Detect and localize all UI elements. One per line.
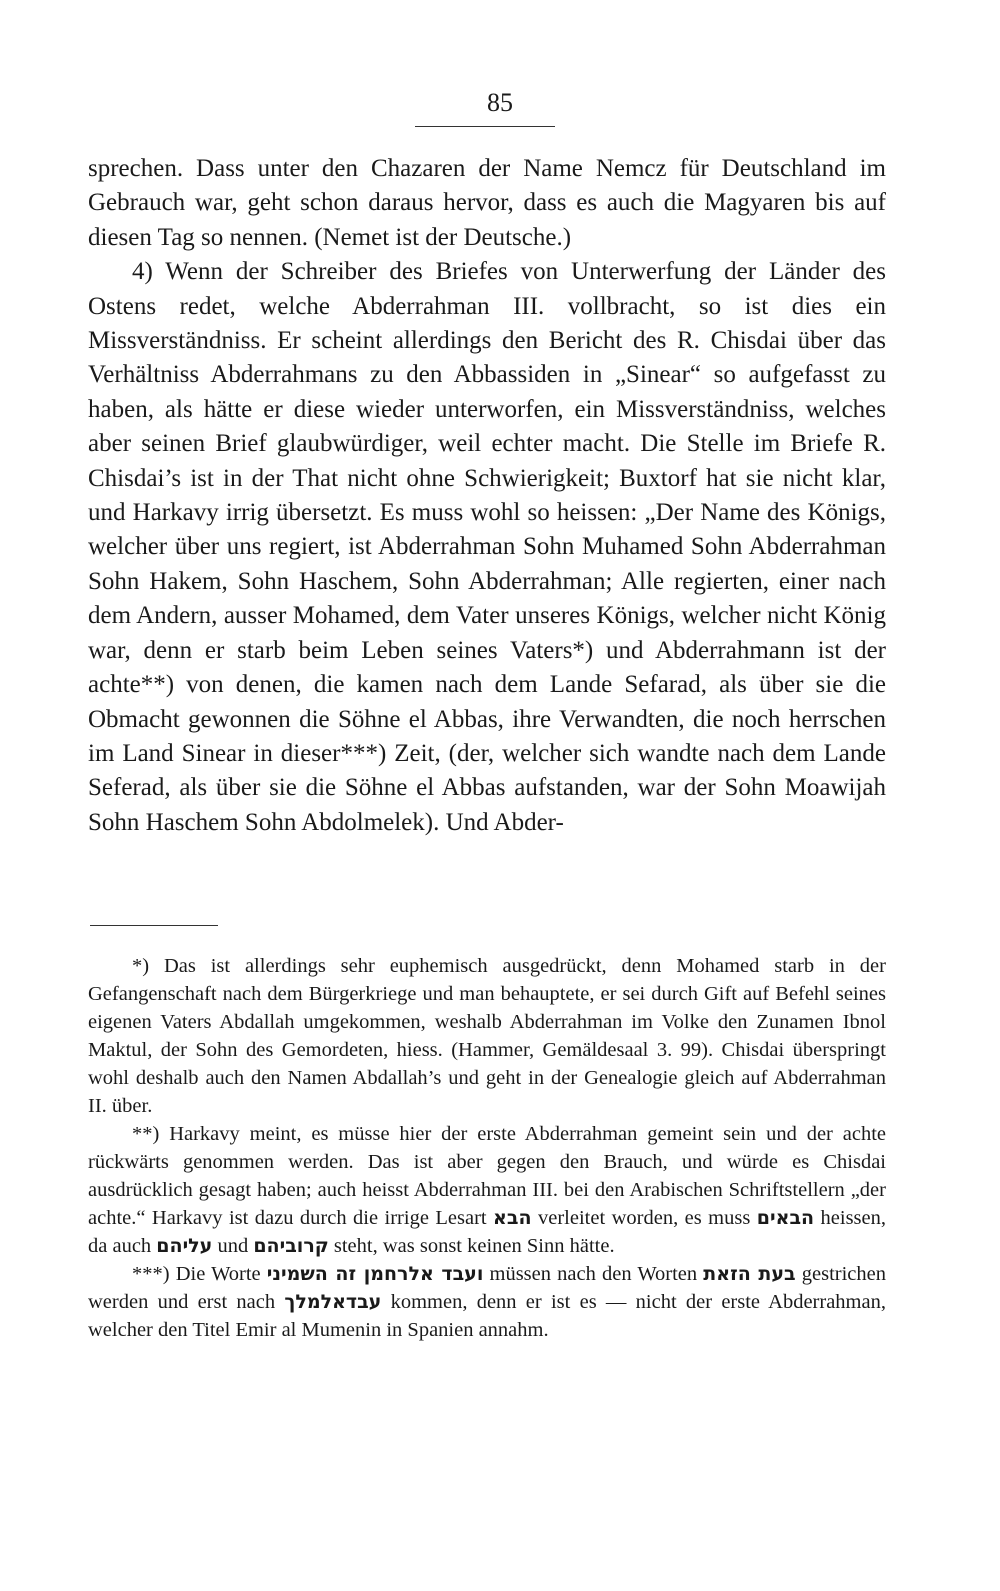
hebrew-word-alehem: עליהם — [156, 1235, 213, 1257]
footnote-2-text-1: **) Harkavy meint, es müsse hier der erste Abderrahman gemeint sein und der achte rückwärts genommen werden. Das ist aber gegen den Brauch, und würde es Chisdai ausdrücklich gesagt haben; auch heisst Abderrahman III. bei den Arabischen Schriftstellern „der achte.“ Harkavy ist dazu durch die irrige Lesart — [88, 1123, 886, 1229]
footnote-3 — [88, 1260, 886, 1344]
paragraph-continuation: sprechen. Dass unter den Chazaren der Name Nemcz für Deutschland im Gebrauch war, geht schon daraus hervor, dass es auch die Magyaren bis auf diesen Tag so nennen. (Nemet ist der Deutsche.) — [88, 155, 886, 251]
footnote-3-text-4: kommen, denn er ist es — nicht der erste Abderrahman, welcher den Titel Emir al Mumenin in Spanien annahm. — [88, 1291, 886, 1341]
main-text — [88, 152, 886, 840]
footnote-2 — [88, 1120, 886, 1260]
footnotes — [88, 952, 886, 1344]
hebrew-phrase-abderrahman-eighth: ועבד אלרחמן זה השמיני — [266, 1263, 484, 1285]
hebrew-word-habaim: הבאים — [756, 1207, 815, 1229]
footnote-2-text-4: und — [217, 1235, 249, 1257]
footnote-2-text-3: heissen, da auch — [88, 1207, 887, 1257]
footnote-1: *) Das ist allerdings sehr euphemisch ausgedrückt, denn Mohamed starb in der Gefangenschaft nach dem Bürgerkriege und man behauptete, er sei durch Gift auf Befehl seines eigenen Vaters Abdallah umgekommen, weshalb Abderrahman im Volke den Zunamen Ibnol Maktul, der Sohn des Gemordeten, hiess. (Hammer, Gemäldesaal 3. 99). Chisdai überspringt wohl deshalb auch den Namen Abdallah’s und geht in der Genealogie gleich auf Abderrahman II. über. — [88, 955, 886, 1117]
footnote-3-text-2: müssen nach den Worten — [489, 1263, 698, 1285]
footnote-3-text-1: ***) Die Worte — [132, 1263, 261, 1285]
footnote-3-text-3: gestrichen werden und erst nach — [88, 1263, 887, 1313]
page-number: 85 — [487, 88, 513, 117]
footnote-rule — [90, 925, 218, 926]
header-rule — [415, 126, 555, 127]
hebrew-word-haba: הבא — [493, 1207, 532, 1229]
hebrew-phrase-at-this-time: בעת הזאת — [703, 1263, 796, 1285]
footnote-2-text-5: steht, was sonst keinen Sinn hätte. — [333, 1235, 615, 1257]
hebrew-word-abdalmalik: עבדאלמלך — [284, 1291, 382, 1313]
paragraph-note-4: 4) Wenn der Schreiber des Briefes von Unterwerfung der Länder des Ostens redet, welche Abderrahman III. vollbracht, so ist dies ein Missverständniss. Er scheint allerdings den Bericht des R. Chisdai über das Verhältniss Abderrahmans zu den Abbassiden in „Sinear“ so aufgefasst zu haben, als hätte er diese wieder unterworfen, ein Missverständniss, welches aber seinen Brief glaubwürdiger, weil echter macht. Die Stelle im Briefe R. Chisdai’s ist in der That nicht ohne Schwierigkeit; Buxtorf hat sie nicht klar, und Harkavy irrig übersetzt. Es muss wohl so heissen: „Der Name des Königs, welcher über uns regiert, ist Abderrahman Sohn Muhamed Sohn Abderrahman Sohn Hakem, Sohn Haschem, Sohn Abderrahman; Alle regierten, einer nach dem Andern, ausser Mohamed, dem Vater unseres Königs, welcher nicht König war, denn er starb beim Leben seines Vaters*) und Abderrahmann ist der achte**) von denen, die kamen nach dem Lande Sefarad, als über sie die Obmacht gewonnen die Söhne el Abbas, ihre Verwandten, die noch herrschen im Land Sinear in dieser***) Zeit, (der, welcher sich wandte nach dem Lande Seferad, als über sie die Söhne el Abbas aufstanden, war der Sohn Moawijah Sohn Haschem Sohn Abdolmelek). Und Abder- — [88, 258, 886, 836]
hebrew-word-krovehem: קרוביהם — [253, 1235, 329, 1257]
footnote-2-text-2: verleitet worden, es muss — [537, 1207, 751, 1229]
